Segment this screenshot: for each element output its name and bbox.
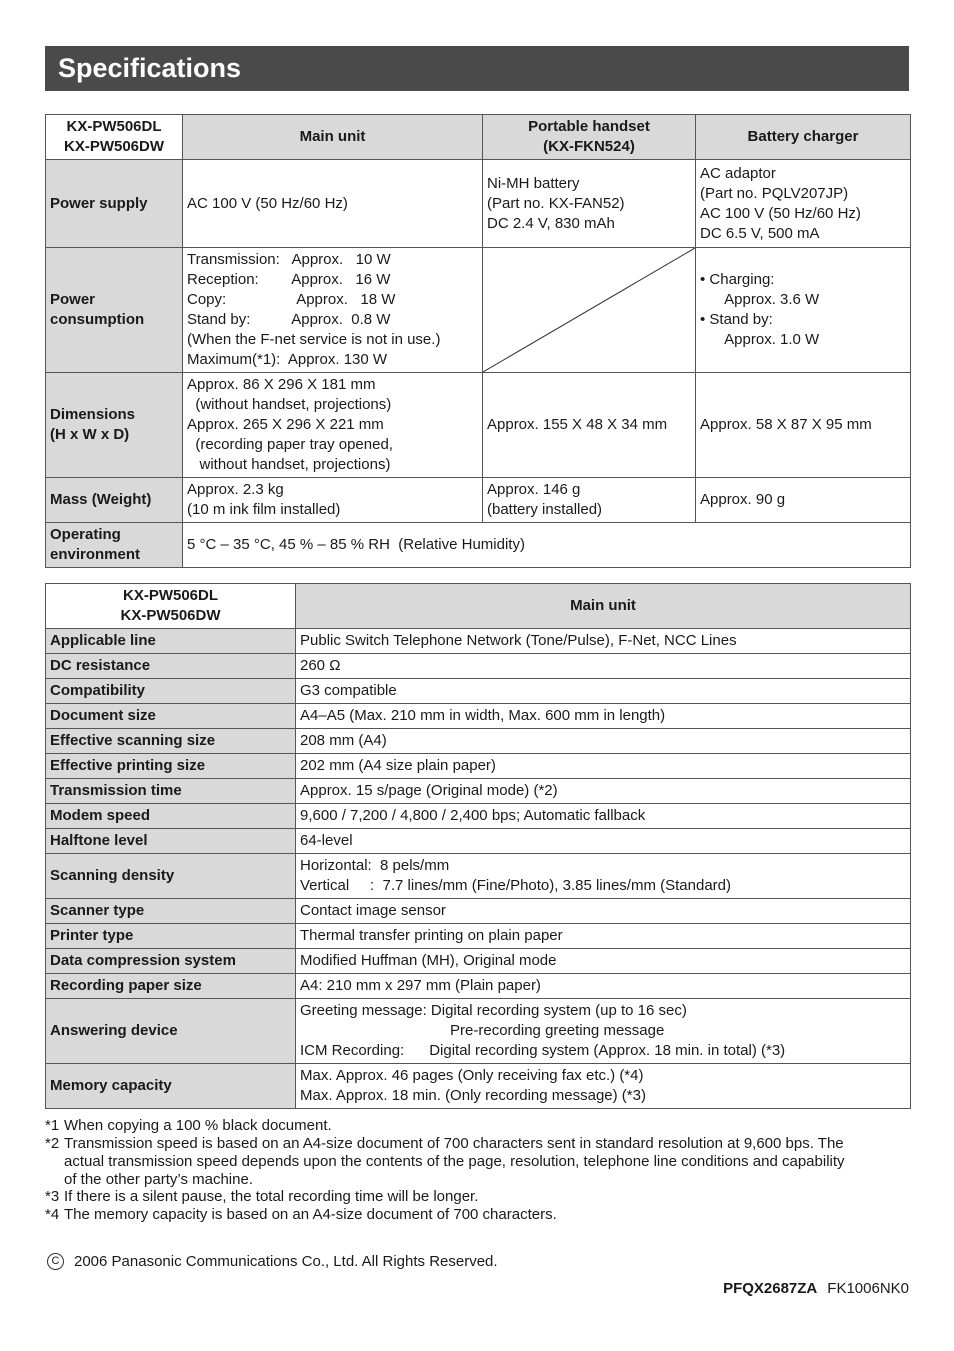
row-value: Horizontal: 8 pels/mm Vertical : 7.7 lines/mm (Fine/Photo), 3.85 lines/mm (Standard) — [296, 854, 911, 899]
row-label: Scanning density — [46, 854, 296, 899]
handset-value: Approx. 146 g (battery installed) — [483, 478, 696, 523]
table-row — [46, 523, 911, 568]
row-label: Compatibility — [46, 679, 296, 704]
table-row — [46, 804, 911, 829]
row-value: Max. Approx. 46 pages (Only receiving fax etc.) (*4) Max. Approx. 18 min. (Only recording message) (*3) — [296, 1064, 911, 1109]
charger-value: Approx. 58 X 87 X 95 mm — [696, 373, 911, 478]
document-code — [723, 1280, 909, 1297]
row-value: Thermal transfer printing on plain paper — [296, 924, 911, 949]
row-value: Contact image sensor — [296, 899, 911, 924]
row-value: A4–A5 (Max. 210 mm in width, Max. 600 mm in length) — [296, 704, 911, 729]
row-value: 260 Ω — [296, 654, 911, 679]
row-label: Operating environment — [46, 523, 183, 568]
row-value: 9,600 / 7,200 / 4,800 / 2,400 bps; Automatic fallback — [296, 804, 911, 829]
table-row — [46, 779, 911, 804]
charger-value: Approx. 90 g — [696, 478, 911, 523]
row-label: Memory capacity — [46, 1064, 296, 1109]
row-label: Applicable line — [46, 629, 296, 654]
handset-header: Portable handset (KX-FKN524) — [483, 115, 696, 160]
row-value: Modified Huffman (MH), Original mode — [296, 949, 911, 974]
row-value: Approx. 15 s/page (Original mode) (*2) — [296, 779, 911, 804]
row-label: DC resistance — [46, 654, 296, 679]
table-row — [46, 654, 911, 679]
row-label: Effective printing size — [46, 754, 296, 779]
row-value: 208 mm (A4) — [296, 729, 911, 754]
copyright-icon: C — [47, 1253, 64, 1270]
page-title: Specifications — [58, 53, 242, 83]
spec-table-power-dimensions — [45, 114, 911, 568]
table-row — [46, 974, 911, 999]
main-unit-value: 5 °C – 35 °C, 45 % – 85 % RH (Relative Humidity) — [183, 523, 911, 568]
row-value: 64-level — [296, 829, 911, 854]
table-row — [46, 629, 911, 654]
row-value: 202 mm (A4 size plain paper) — [296, 754, 911, 779]
footnote-2: *2 Transmission speed is based on an A4-size document of 700 characters sent in standard resolution at 9,600 bps. The actual transmission speed depends upon the contents of the page, resolution, telephone line conditions and capability of the other party’s machine. — [45, 1135, 845, 1188]
charger-header: Battery charger — [696, 115, 911, 160]
table-row — [46, 729, 911, 754]
footnote-1: *1 When copying a 100 % black document. — [45, 1117, 332, 1134]
row-label: Answering device — [46, 999, 296, 1064]
table-row — [46, 999, 911, 1064]
row-label: Printer type — [46, 924, 296, 949]
model-header: KX-PW506DL KX-PW506DW — [46, 584, 296, 629]
footnote-3: *3 If there is a silent pause, the total recording time will be longer. — [45, 1188, 479, 1205]
diagonal-line — [483, 248, 695, 372]
table-row — [46, 754, 911, 779]
footnote-4: *4 The memory capacity is based on an A4-size document of 700 characters. — [45, 1206, 557, 1223]
copyright-notice — [47, 1253, 498, 1270]
charger-value: AC adaptor (Part no. PQLV207JP) AC 100 V (50 Hz/60 Hz) DC 6.5 V, 500 mA — [696, 160, 911, 248]
row-label: Effective scanning size — [46, 729, 296, 754]
row-label: Dimensions (H x W x D) — [46, 373, 183, 478]
row-label: Scanner type — [46, 899, 296, 924]
main-unit-header: Main unit — [183, 115, 483, 160]
table-row — [46, 949, 911, 974]
table-row — [46, 160, 911, 248]
table-row — [46, 924, 911, 949]
row-value: A4: 210 mm x 297 mm (Plain paper) — [296, 974, 911, 999]
model-header: KX-PW506DL KX-PW506DW — [46, 115, 183, 160]
table-row — [46, 1064, 911, 1109]
table-row — [46, 829, 911, 854]
row-label: Document size — [46, 704, 296, 729]
row-label: Modem speed — [46, 804, 296, 829]
main-unit-header: Main unit — [296, 584, 911, 629]
main-unit-value: Approx. 86 X 296 X 181 mm (without handset, projections) Approx. 265 X 296 X 221 mm (recording paper tray opened, without handset, projections) — [183, 373, 483, 478]
handset-value: Approx. 155 X 48 X 34 mm — [483, 373, 696, 478]
row-label: Halftone level — [46, 829, 296, 854]
table-row — [46, 854, 911, 899]
row-label: Recording paper size — [46, 974, 296, 999]
row-value: Greeting message: Digital recording system (up to 16 sec) Pre-recording greeting message ICM Recording: Digital recording system (Approx. 18 min. in total) (*3) — [296, 999, 911, 1064]
print-code: FK1006NK0 — [827, 1280, 909, 1297]
copyright-text: 2006 Panasonic Communications Co., Ltd. All Rights Reserved. — [74, 1253, 498, 1270]
table-row — [46, 373, 911, 478]
row-label: Data compression system — [46, 949, 296, 974]
row-label: Transmission time — [46, 779, 296, 804]
main-unit-value: Transmission: Approx. 10 W Reception: Approx. 16 W Copy: Approx. 18 W Stand by: Approx. 0.8 W (When the F-net service is not in use.) Maximum(*1): Approx. 130 W — [183, 248, 483, 373]
main-unit-value: Approx. 2.3 kg (10 m ink film installed) — [183, 478, 483, 523]
main-unit-value: AC 100 V (50 Hz/60 Hz) — [183, 160, 483, 248]
row-label: Power consumption — [46, 248, 183, 373]
table-row — [46, 899, 911, 924]
not-applicable-cell — [483, 248, 696, 373]
table-row — [46, 248, 911, 373]
part-number: PFQX2687ZA — [723, 1280, 818, 1297]
handset-value: Ni-MH battery (Part no. KX-FAN52) DC 2.4 V, 830 mAh — [483, 160, 696, 248]
title-bar — [45, 46, 909, 91]
table-row — [46, 704, 911, 729]
charger-value: • Charging: Approx. 3.6 W • Stand by: Approx. 1.0 W — [696, 248, 911, 373]
table-row — [46, 679, 911, 704]
spec-table-main-unit — [45, 583, 911, 1109]
row-label: Power supply — [46, 160, 183, 248]
table-row — [46, 478, 911, 523]
row-value: G3 compatible — [296, 679, 911, 704]
row-label: Mass (Weight) — [46, 478, 183, 523]
row-value: Public Switch Telephone Network (Tone/Pulse), F-Net, NCC Lines — [296, 629, 911, 654]
